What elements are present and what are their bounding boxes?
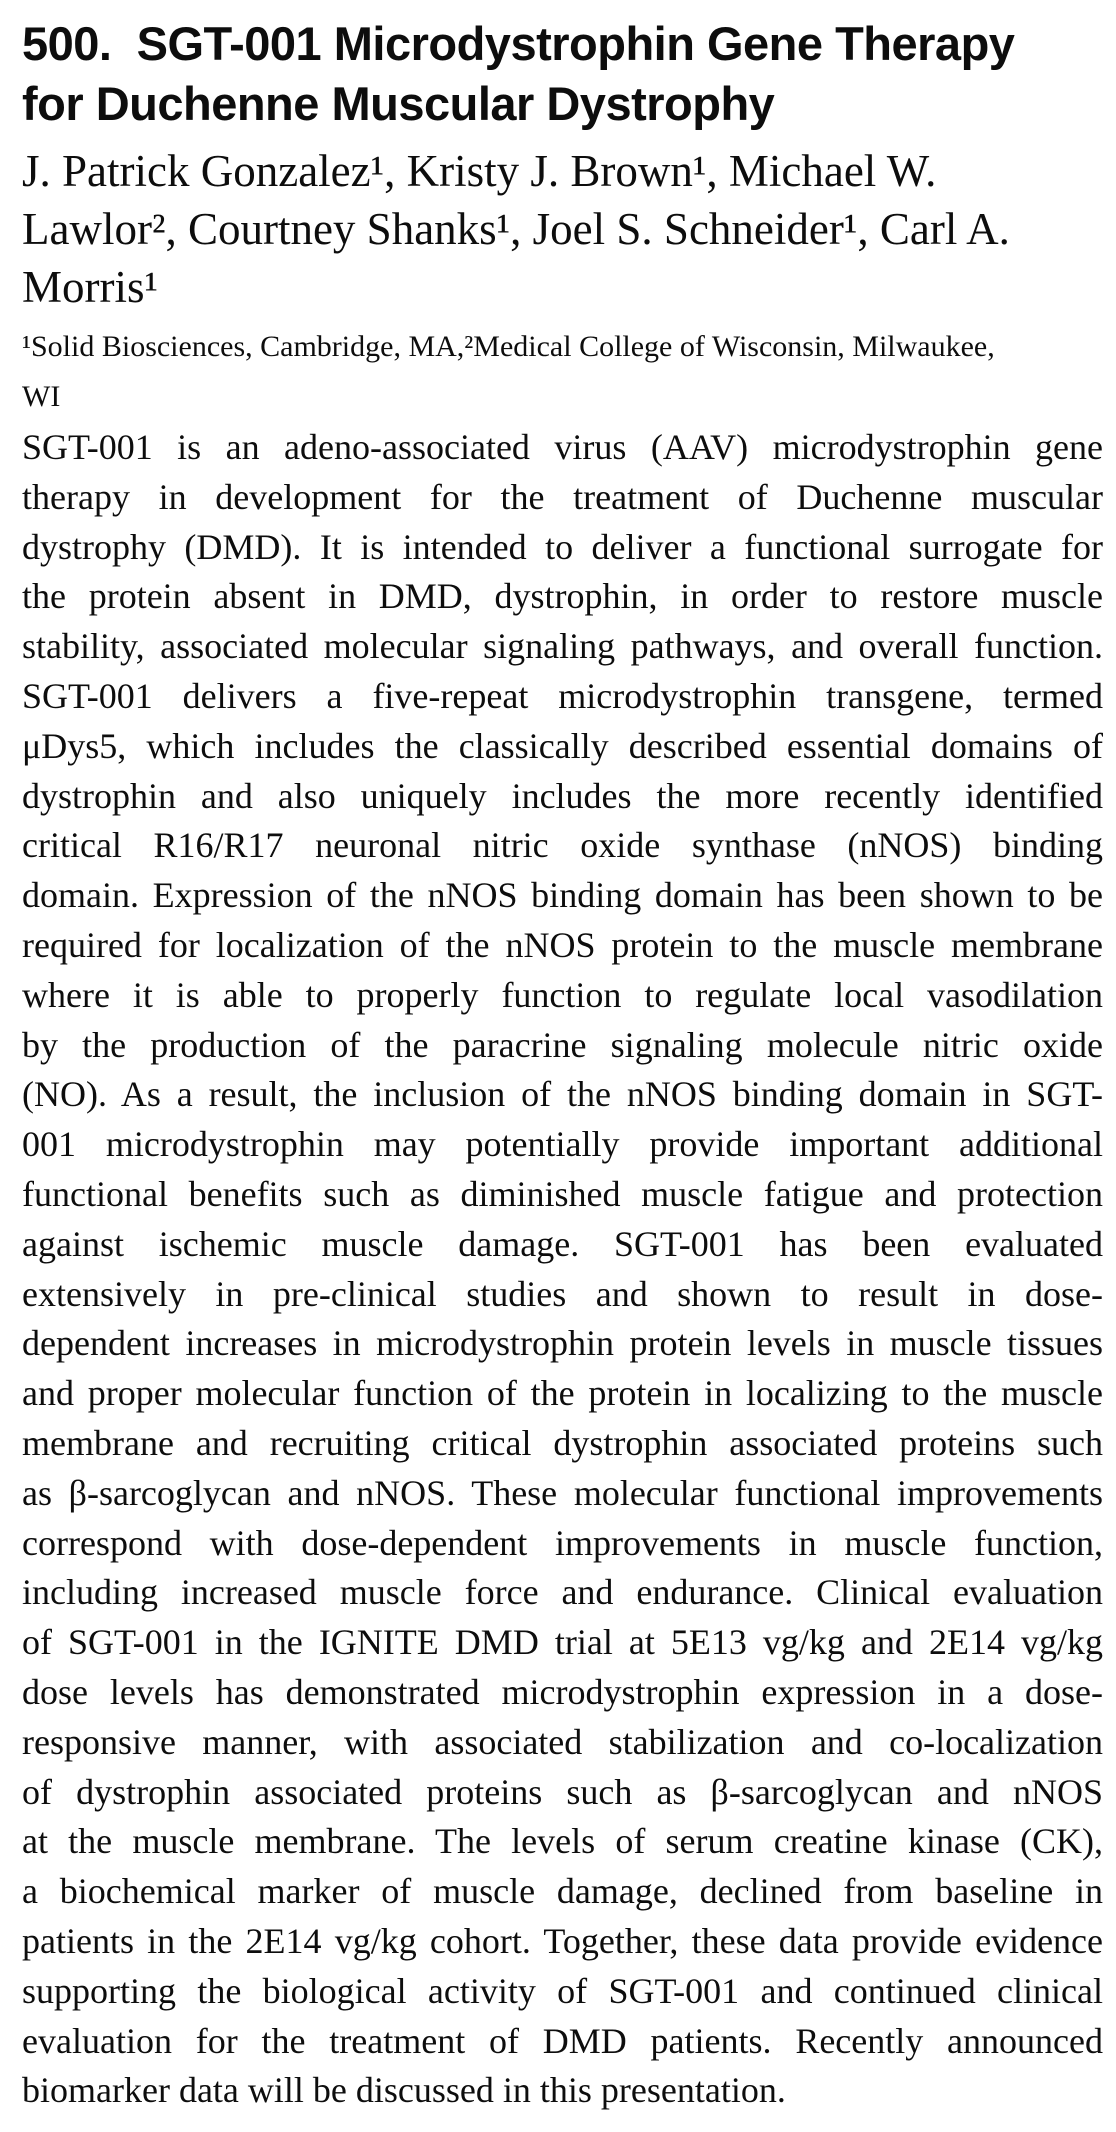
body-line-27: responsive manner, with associated stabilization and co-localization [22, 1721, 1103, 1762]
body-line-14: (NO). As a result, the inclusion of the nNOS binding domain in SGT- [22, 1074, 1103, 1115]
authors-line-1: J. Patrick Gonzalez¹, Kristy J. Brown¹, Michael W. [22, 146, 937, 196]
body-line-23: correspond with dose-dependent improvements in muscle function, [22, 1522, 1103, 1563]
body-line-32: supporting the biological activity of SGT-001 and continued clinical [22, 1970, 1103, 2011]
body-line-12: where it is able to properly function to regulate local vasodilation [22, 974, 1103, 1015]
abstract-authors [22, 142, 1103, 316]
body-line-28: of dystrophin associated proteins such as β-sarcoglycan and nNOS [22, 1771, 1103, 1812]
body-line-19: dependent increases in microdystrophin protein levels in muscle tissues [22, 1323, 1103, 1364]
body-line-34: biomarker data will be discussed in this presentation. [22, 2070, 786, 2111]
title-line-1: 500. SGT-001 Microdystrophin Gene Therapy [22, 17, 1015, 70]
body-line-7: μDys5, which includes the classically described essential domains of [22, 725, 1103, 766]
abstract-title [22, 14, 1103, 134]
title-line-2: for Duchenne Muscular Dystrophy [22, 77, 775, 130]
body-line-21: membrane and recruiting critical dystrophin associated proteins such [22, 1422, 1103, 1463]
body-line-26: dose levels has demonstrated microdystrophin expression in a dose- [22, 1671, 1103, 1712]
body-line-1: SGT-001 is an adeno-associated virus (AAV) microdystrophin gene [22, 427, 1103, 467]
body-line-29: at the muscle membrane. The levels of serum creatine kinase (CK), [22, 1821, 1103, 1862]
authors-line-2: Lawlor², Courtney Shanks¹, Joel S. Schneider¹, Carl A. [22, 204, 1010, 254]
body-line-30: a biochemical marker of muscle damage, declined from baseline in [22, 1871, 1103, 1912]
body-line-31: patients in the 2E14 vg/kg cohort. Together, these data provide evidence [22, 1920, 1103, 1961]
body-line-4: the protein absent in DMD, dystrophin, in order to restore muscle [22, 576, 1103, 617]
body-line-22: as β-sarcoglycan and nNOS. These molecular functional improvements [22, 1472, 1103, 1513]
body-line-17: against ischemic muscle damage. SGT-001 has been evaluated [22, 1223, 1103, 1264]
abstract-body [22, 423, 1103, 2116]
body-line-33: evaluation for the treatment of DMD patients. Recently announced [22, 2020, 1103, 2061]
body-line-9: critical R16/R17 neuronal nitric oxide synthase (nNOS) binding [22, 825, 1103, 866]
abstract-affiliations [22, 322, 1103, 422]
body-line-16: functional benefits such as diminished muscle fatigue and protection [22, 1173, 1103, 1214]
body-line-24: including increased muscle force and endurance. Clinical evaluation [22, 1572, 1103, 1613]
body-line-20: and proper molecular function of the protein in localizing to the muscle [22, 1373, 1103, 1414]
body-line-10: domain. Expression of the nNOS binding domain has been shown to be [22, 875, 1103, 916]
affiliations-line-2: WI [22, 380, 61, 413]
body-line-8: dystrophin and also uniquely includes the more recently identified [22, 775, 1103, 816]
body-line-11: required for localization of the nNOS protein to the muscle membrane [22, 924, 1103, 965]
authors-line-3: Morris¹ [22, 262, 158, 312]
body-line-2: therapy in development for the treatment of Duchenne muscular [22, 476, 1103, 517]
body-line-3: dystrophy (DMD). It is intended to deliver a functional surrogate for [22, 526, 1103, 567]
body-line-5: stability, associated molecular signaling pathways, and overall function. [22, 626, 1103, 667]
body-line-13: by the production of the paracrine signaling molecule nitric oxide [22, 1024, 1103, 1065]
affiliations-line-1: ¹Solid Biosciences, Cambridge, MA,²Medical College of Wisconsin, Milwaukee, [22, 330, 995, 363]
body-line-25: of SGT-001 in the IGNITE DMD trial at 5E13 vg/kg and 2E14 vg/kg [22, 1622, 1103, 1663]
body-line-18: extensively in pre-clinical studies and shown to result in dose- [22, 1273, 1103, 1314]
body-line-15: 001 microdystrophin may potentially provide important additional [22, 1124, 1103, 1165]
body-line-6: SGT-001 delivers a five-repeat microdystrophin transgene, termed [22, 675, 1103, 716]
